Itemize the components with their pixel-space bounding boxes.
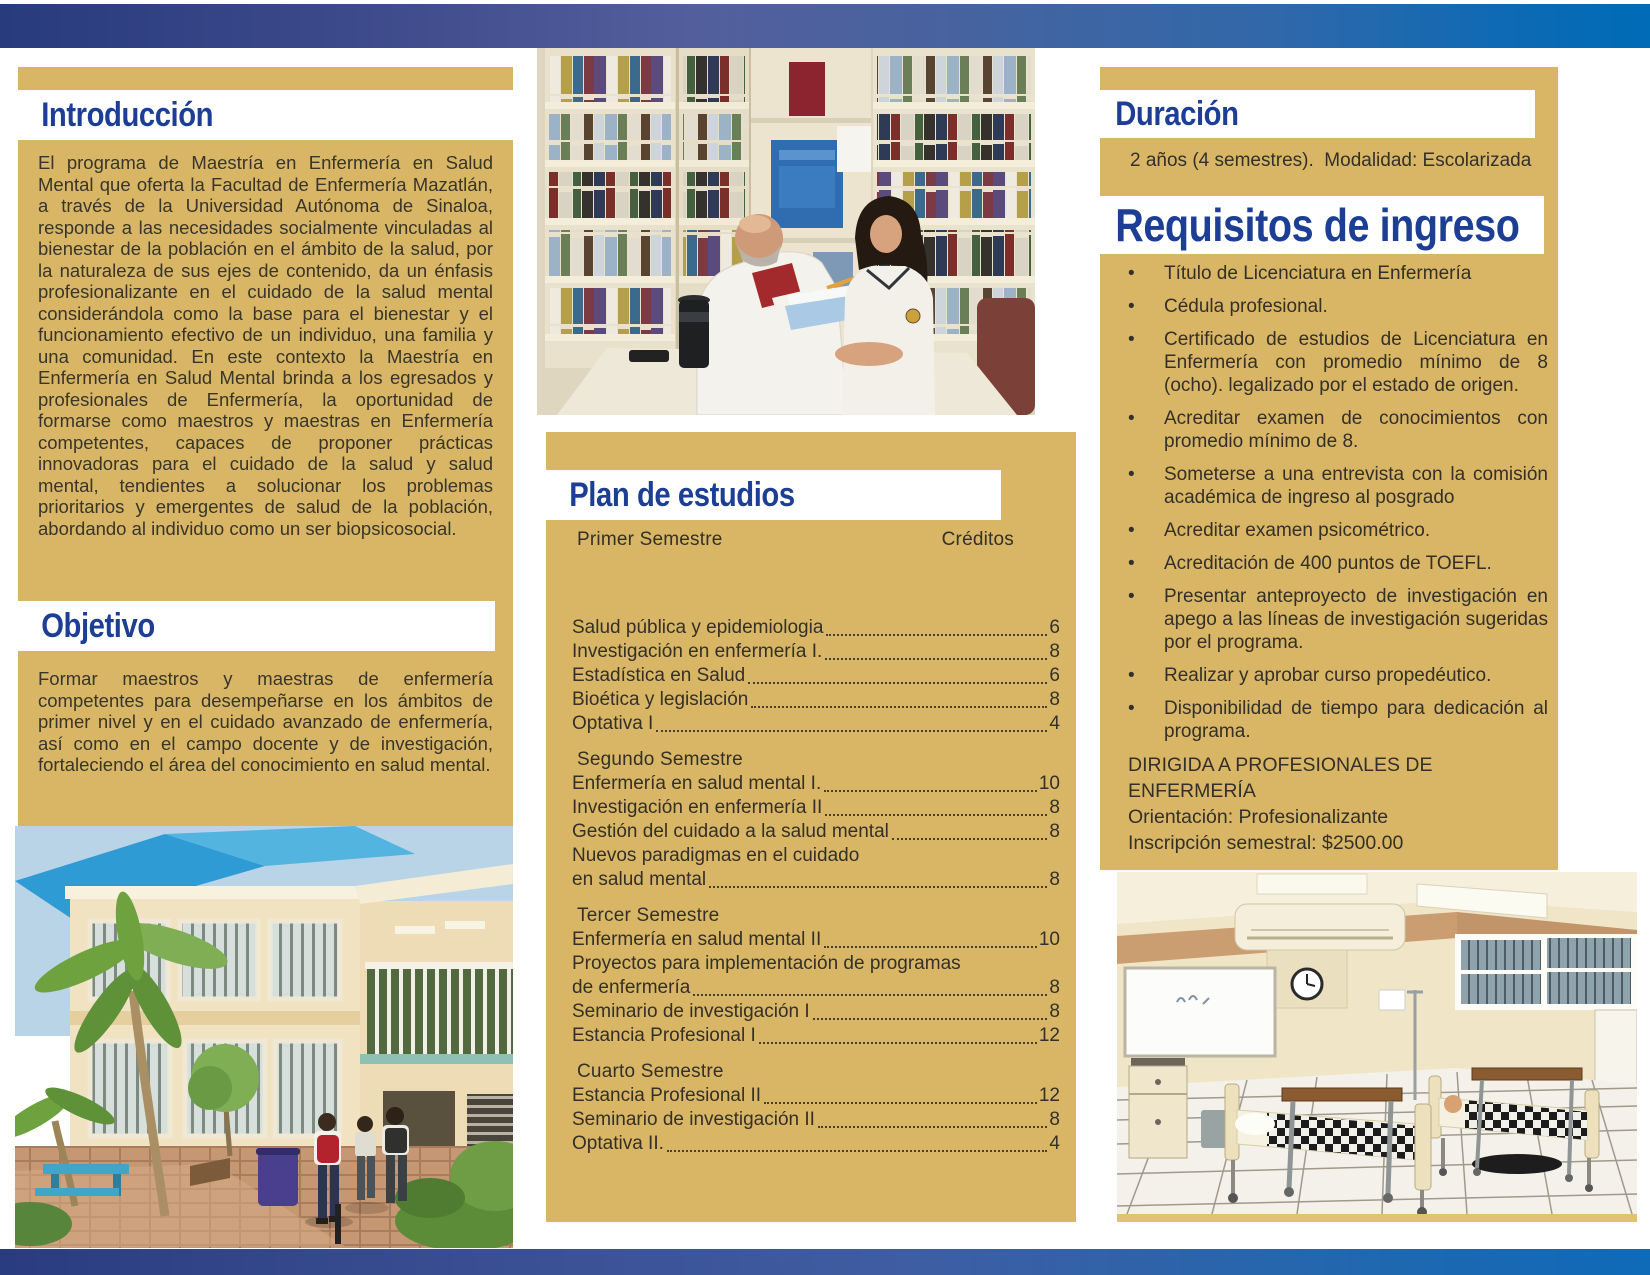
course-row [572,664,1060,688]
course-name: Enfermería en salud mental II [572,929,822,950]
requirements-list [1128,262,1548,753]
requirement-text: Acreditación de 400 puntos de TOEFL. [1164,553,1492,574]
bullet-icon: • [1128,553,1135,574]
course-name: Nuevos paradigmas en el cuidado [572,845,860,866]
course-name: de enfermería [572,977,691,998]
course-credits: 8 [1049,797,1060,818]
course-row [572,976,1060,1000]
course-row [572,928,1060,952]
requirement-item [1128,295,1548,318]
bullet-icon: • [1128,296,1135,317]
objective-title-band [18,601,495,651]
plan-title: Plan de estudios [569,475,795,514]
dotted-leader [825,658,1047,660]
audience-block [1128,752,1552,856]
semester-block [572,528,1060,736]
course-name: Optativa II. [572,1133,664,1154]
requirement-item [1128,328,1548,397]
course-row [572,1108,1060,1132]
dotted-leader [748,682,1047,684]
course-row [572,952,1060,976]
course-credits: 8 [1049,1001,1060,1022]
course-row [572,772,1060,796]
course-row [572,712,1060,736]
course-name: en salud mental [572,869,707,890]
course-name: Estadística en Salud [572,665,746,686]
travel-mug [678,295,710,368]
semester-block [572,904,1060,1048]
requirement-text: Disponibilidad de tiempo para dedicación al programa. [1164,698,1548,742]
bullet-icon: • [1128,665,1135,686]
left-bookshelf [545,48,675,368]
intro-body: El programa de Maestría en Enfermería en Salud Mental que oferta la Facultad de Enfermería Mazatlán, a través de la Universidad Autónoma de Sinaloa, responde a las necesidades socialmente vinculadas al bienestar de la población en el ámbito de la salud, por la naturaleza de sus ejes de contenido, da un énfasis profesionalizante en el cuidado de la salud mental considerándola como la base para el bienestar y el funcionamiento efectivo de un individuo, una familia y una comunidad. En este contexto la Maestría en Enfermería en Salud Mental brinda a los egresados y profesionales de Enfermería, la oportunidad de formarse como maestros y maestras en Enfermería competentes, capaces de proponer prácticas innovadoras para el cuidado de la salud y salud mental, tendientes a solucionar los problemas prioritarios y emergentes de salud de la población, abordando al individuo como un ser biopsicosocial. [38,152,493,539]
course-row [572,1000,1060,1024]
course-row [572,1024,1060,1048]
dotted-leader [824,790,1037,792]
course-name: Seminario de investigación I [572,1001,810,1022]
dotted-leader [892,838,1048,840]
course-credits: 8 [1049,977,1060,998]
bullet-icon: • [1128,464,1135,485]
requirements-title: Requisitos de ingreso [1115,199,1520,251]
requirement-item [1128,262,1548,285]
dotted-leader [667,1150,1048,1152]
duration-title: Duración [1115,94,1239,133]
course-credits: 12 [1038,1085,1060,1106]
dotted-leader [818,1126,1048,1128]
semester-block [572,748,1060,892]
course-row [572,688,1060,712]
dotted-leader [813,1018,1048,1020]
course-credits: 10 [1038,773,1060,794]
windows [1455,934,1637,1010]
bollard [335,1204,341,1244]
course-credits: 6 [1049,665,1060,686]
course-name: Seminario de investigación II [572,1109,815,1130]
dotted-leader [824,946,1037,948]
course-name: Enfermería en salud mental I. [572,773,822,794]
bullet-icon: • [1128,586,1135,607]
requirement-text: Acreditar examen de conocimientos con promedio mínimo de 8. [1164,408,1548,452]
course-credits: 8 [1049,1109,1060,1130]
dotted-leader [764,1102,1037,1104]
semester-block [572,1060,1060,1156]
supply-cabinet [1129,1058,1187,1158]
course-name: Bioética y legislación [572,689,749,710]
bullet-icon: • [1128,263,1135,284]
audience-line: DIRIGIDA A PROFESIONALES DE ENFERMERÍA [1128,754,1433,802]
course-credits: 8 [1049,821,1060,842]
course-credits: 8 [1049,641,1060,662]
shelf-divider [676,48,679,368]
requirement-item [1128,463,1548,509]
bottom-gradient-bar [0,1249,1650,1275]
course-row [572,796,1060,820]
ceiling-light [1257,874,1367,894]
requirement-item [1128,519,1548,542]
semester-label: Tercer Semestre [577,905,720,926]
semester-header [572,904,1060,928]
tuition-line: Inscripción semestral: $2500.00 [1128,832,1404,854]
objective-body: Formar maestros y maestras de enfermería competentes para desempeñarse en los ámbitos de primer nivel y en el cuidado avanzado de enfermería, así como en el campo docente y de investigación, fortaleciendo el área del conocimiento en salud mental. [38,668,493,775]
requirement-item [1128,407,1548,453]
requirement-text: Acreditar examen psicométrico. [1164,520,1431,541]
library-advising-photo [537,48,1035,415]
course-credits: 8 [1049,689,1060,710]
plan-body [572,528,1060,1156]
semester-label: Cuarto Semestre [577,1061,724,1082]
objective-title: Objetivo [41,606,155,645]
course-credits: 4 [1049,713,1060,734]
semester-label: Segundo Semestre [577,749,743,770]
dotted-leader [759,1042,1037,1044]
duration-title-band [1092,90,1535,138]
course-row [572,640,1060,664]
lab-photo-illustration [1117,872,1637,1214]
top-gradient-bar [0,4,1650,48]
requirement-text: Presentar anteproyecto de investigación en apego a las líneas de investigación sugeridas por el programa. [1164,586,1548,653]
requirement-text: Realizar y aprobar curso propedéutico. [1164,665,1492,686]
semester-header [572,748,1060,772]
campus-photo-illustration [15,826,513,1248]
semester-header [572,528,1060,552]
intro-title-band [18,90,513,140]
whiteboard [1125,968,1275,1056]
plan-title-band [546,470,1001,520]
course-name: Salud pública y epidemiologia [572,617,824,638]
course-name: Estancia Profesional II [572,1085,762,1106]
requirement-text: Cédula profesional. [1164,296,1328,317]
dotted-leader [826,634,1047,636]
course-credits: 4 [1049,1133,1060,1154]
bullet-icon: • [1128,329,1135,350]
course-row [572,616,1060,640]
course-name: Investigación en enfermería I. [572,641,823,662]
course-credits: 12 [1038,1025,1060,1046]
semester-header [572,1060,1060,1084]
course-credits: 10 [1038,929,1060,950]
dotted-leader [709,886,1047,888]
requirement-item [1128,664,1548,687]
course-credits: 6 [1049,617,1060,638]
dotted-leader [751,706,1047,708]
dotted-leader [693,994,1047,996]
course-name: Optativa I [572,713,654,734]
course-name: Investigación en enfermería II [572,797,823,818]
course-name: Estancia Profesional I [572,1025,756,1046]
intro-title: Introducción [41,95,214,134]
wall-clock [1292,969,1322,999]
phone [629,350,669,362]
library-photo-illustration [537,48,1035,415]
course-credits: 8 [1049,869,1060,890]
requirement-item [1128,697,1548,743]
course-row [572,820,1060,844]
requirement-text: Certificado de estudios de Licenciatura en Enfermería con promedio mínimo de 8 (ocho). legalizado por el estado de origen. [1164,329,1548,396]
requirement-text: Título de Licenciatura en Enfermería [1164,263,1472,284]
course-row [572,868,1060,892]
dotted-leader [825,814,1047,816]
bullet-icon: • [1128,698,1135,719]
requirements-title-band [1092,196,1544,254]
bullet-icon: • [1128,408,1135,429]
requirement-item [1128,552,1548,575]
bullet-icon: • [1128,520,1135,541]
trash-barrel [256,1148,300,1206]
course-name: Proyectos para implementación de programas [572,953,961,974]
dotted-leader [656,730,1047,732]
orientation-line: Orientación: Profesionalizante [1128,806,1389,828]
requirement-item [1128,585,1548,654]
duration-body: 2 años (4 semestres). Modalidad: Escolarizada [1130,150,1532,171]
campus-building-photo [15,826,513,1248]
course-row [572,1084,1060,1108]
course-name: Gestión del cuidado a la salud mental [572,821,889,842]
wall-sign [1379,990,1405,1010]
course-row [572,1132,1060,1156]
semester-label: Primer Semestre [577,529,723,550]
nursing-lab-photo [1117,872,1637,1222]
credits-column-header: Créditos [941,529,1014,550]
course-row [572,844,1060,868]
requirement-text: Someterse a una entrevista con la comisión académica de ingreso al posgrado [1164,464,1548,508]
